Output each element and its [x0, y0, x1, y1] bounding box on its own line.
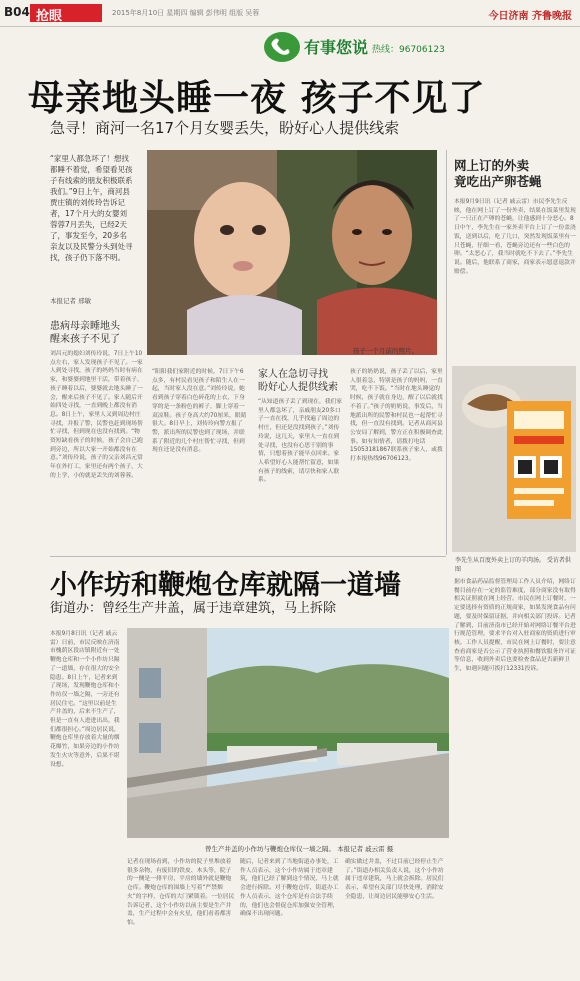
- story1-column-4: 孩子的奶奶说，孩子丢了以后，家里人很着急，特别是孩子的妈妈，一直哭，吃不下饭。“当时在地头睡觉的时候，孩子就在身边，醒了以后就找不着了。”孩子的奶奶说，事发后，当地派出所的民警和村民也一起帮忙寻找，但一直没有找到。记者从商河县公安局了解到，警方正在积极调查此事。如有知情者，请拨打电话15053181867联系孩子家人，或拨打本报热线96706123。: [350, 369, 443, 463]
- side-story-caption: 李先生从百度外卖上订的羊肉汤。 受访者供图: [455, 557, 571, 573]
- story2-headline: 小作坊和鞭炮仓库就隔一道墙: [50, 570, 401, 601]
- hotline-phone: 热线：96706123: [372, 45, 445, 55]
- phone-bubble-icon: [262, 30, 302, 64]
- story1-subheading-2: 家人在急切寻找 盼好心人提供线索: [258, 369, 338, 393]
- story1-column-1: 刘昌元的媳妇刘传玲说，7日上午10点左右，家人发现孩子不见了。一家人到处寻找，孩子的妈妈当时有病在家，和婆婆到地里干活，带着孩子，孩子睡着以后，婆婆就去地头睡了一会，醒来后孩子不见了。家人随后开始四处寻找，一直到晚上都没有消息。8日上午，家里人又到周边村庄寻找，并报了警，民警也赶到现场帮忙寻找，但到现在也没有找到。“物资短缺看孩子的时候，孩子会自己跑到旁边，所以大家一开始都没有在意。”刘传玲说，孩子的父亲刘昌元常年在外打工，家里还有两个孩子，大的上学，小的就是丢失的刘蓉蓉。: [50, 351, 143, 479]
- story1-column-3: “从知道孩子丢了到现在，我们家里人都急坏了，亲戚朋友20多口子一直在找，几乎找遍了周边的村庄，但还是没找到孩子。”刘传玲说，这几天，家里人一直在到处寻找，也没有心思干别的事情，只想着孩子能早点回来。家人希望好心人能帮忙留意，如果有孩子的线索，请尽快和家人联系。: [258, 399, 343, 484]
- dateline: 2015年8月10日 星期四 编辑 彭伟明 组版 吴蓉: [112, 9, 260, 17]
- story1-subhead: 急寻！商河一名17个月女婴丢失，盼好心人提供线索: [50, 119, 400, 137]
- column-divider: [446, 150, 447, 555]
- story1-photo: [147, 150, 437, 355]
- hotline-title: 有事您说: [304, 38, 369, 57]
- section-title: 抢眼: [36, 9, 63, 24]
- story2-photo-caption: 曾生产井盖的小作坊与鞭炮仓库仅一墙之隔。 本报记者 戚云雷 摄: [205, 845, 394, 853]
- side-story-title: 网上订的外卖 竟吃出产卵苍蝇: [454, 158, 542, 189]
- story2-subhead: 街道办：曾经生产井盖，属于违章建筑，马上拆除: [50, 601, 337, 616]
- story2-photo: [127, 628, 449, 838]
- masthead: 今日济南 齐鲁晚报: [488, 11, 572, 22]
- story2-column-3: 随后，记者来到了当地街道办事处，工作人员表示，这个小作坊属于违章建筑，他们已经了解到这个情况，马上就会进行拆除。对于鞭炮仓库，街道办工作人员表示，这个仓库是有合法手续的，他们也会督促仓库加强安全管理，确保不出现问题。: [240, 859, 339, 918]
- story2-column-1: 本报9月8日讯（记者 戚云雷）日前，市民反映在济南市槐荫区段店镇附近有一处鞭炮仓库和一个小作坊只隔了一道墙，存在很大的安全隐患。8日上午，记者来到了现场，发现鞭炮仓库和小作坊仅一墙之隔，一旁还有居民住宅。“这里以前是生产井盖的，后来不生产了，但是一直有人进进出出，我们都很担心。”周边居民说，鞭炮仓库里存放着大量的烟花爆竹，如果旁边的小作坊发生火灾等意外，后果不堪设想。: [50, 631, 120, 768]
- section-rule: [50, 556, 446, 557]
- page-header: [0, 0, 580, 27]
- side-story-column-1: 本报9月9日讯（记者 戚云雷）市民李先生反映，他在网上订了一份外卖，结果在饭菜里发现了一只正在产卵的苍蝇，让他感到十分恶心。8日中午，李先生在一家外卖平台上订了一份盖浇饭，送到以后，吃了几口，突然发现饭菜里有一只苍蝇，仔细一看，苍蝇旁边还有一些白色的卵。“太恶心了，我当时就吃不下去了。”李先生说。随后，他联系了商家，商家表示愿意退款并赔偿。: [454, 199, 576, 275]
- hotline-banner: [262, 30, 462, 64]
- story1-subheading-1: 患病母亲睡地头 醒来孩子不见了: [50, 321, 120, 345]
- story2-column-4: 确实做过井盖，不过目前已经停止生产了。”街道办相关负责人说，这个小作坊属于违章建筑，马上就会拆除。居民们表示，希望有关部门尽快处理，消除安全隐患，让周边居民能够安心生活。: [345, 859, 444, 900]
- story1-headline: 母亲地头睡一夜 孩子不见了: [28, 78, 486, 119]
- story1-reporter: 本报记者 邢敏: [50, 297, 92, 305]
- story1-column-2: “阳阳我们家附近的时候，7日下午6点多，有村民看见孩子和陌生人在一起，当时家人没在意。”刘传玲说，她看到孩子穿着白色碎花的上衣，下身穿的是一条粉色的裤子，脚上穿着一双凉鞋。孩子身高大约70厘米，眼睛很大。8日早上，刘传玲向警方报了警，派出所的民警也到了现场，并联系了附近的几个村庄帮忙寻找，但到现在还是没有消息。: [152, 369, 247, 454]
- story1-quote: “家里人都急坏了！想找都睡不着觉，希望看见孩子有线索的朋友积极联系我们。”9日上午，商河县贾庄镇的刘传玲告诉记者，17个月大的女婴刘蓉蓉7月丢失，已经2天了，事发至今，20多名亲友以及民警分头到处寻找，孩子仍下落不明。: [50, 154, 133, 262]
- side-story-photo: [452, 366, 576, 552]
- story1-photo-caption: 孩子一个月前的照片。: [353, 347, 418, 355]
- page-number: B04: [4, 5, 30, 19]
- story2-column-2: 记者在现场看到，小作坊的院子里堆放着很多杂物，有废旧的铁皮、木头等，院子的一侧是一排平房，平房的墙外就是鞭炮仓库。鞭炮仓库的围墙上写着“严禁烟火”的字样，仓库的大门紧锁着。一位居民告诉记者，这个小作坊以前主要是生产井盖，生产过程中会有火星，他们看着都害怕。: [127, 859, 235, 926]
- side-story-column-2: 据市食品药品监督管理局工作人员介绍，网络订餐目前存在一定的监管难度，部分商家没有取得相关证照就在网上经营。市民在网上订餐时，一定要选择有资质的正规商家，如果发现食品有问题，要及时保留证据，并向相关部门投诉。记者了解到，目前济南市已经开始对网络订餐平台进行规范管理，要求平台对入驻商家的资质进行审核。工作人员提醒，市民在网上订餐时，要注意查看商家是否公示了营业执照和餐饮服务许可证等信息，收到外卖后也要检查食品是否新鲜卫生，如遇问题可拨打12331投诉。: [454, 579, 576, 673]
